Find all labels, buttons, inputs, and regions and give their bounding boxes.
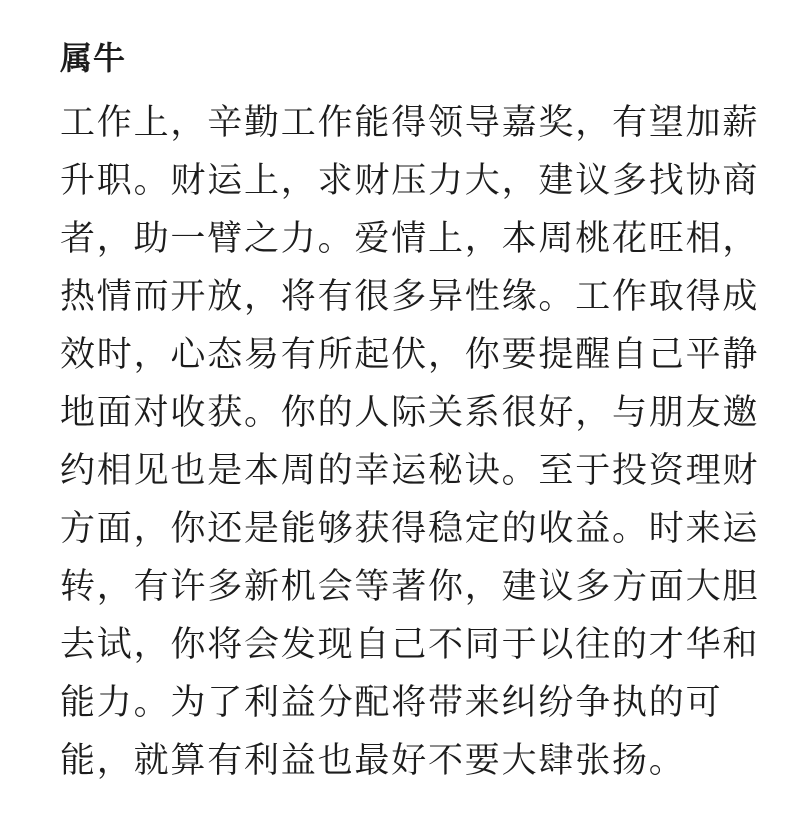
- body-line: 地面对收获。你的人际关系很好，与朋友邀: [60, 393, 760, 433]
- body-line: 去试，你将会发现自己不同于以往的才华和: [60, 625, 760, 665]
- article-body: [60, 94, 760, 790]
- body-line: 转，有许多新机会等著你，建议多方面大胆: [60, 567, 760, 607]
- body-line: 能，就算有利益也最好不要大肆张扬。: [60, 741, 686, 781]
- article-title: 属牛: [60, 39, 127, 77]
- body-line: 约相见也是本周的幸运秘诀。至于投资理财: [60, 451, 760, 491]
- body-line: 热情而开放，将有很多异性缘。工作取得成: [60, 277, 760, 317]
- body-line: 能力。为了利益分配将带来纠纷争执的可: [60, 683, 723, 723]
- body-line: 工作上，辛勤工作能得领导嘉奖，有望加薪: [60, 103, 760, 143]
- body-line: 方面，你还是能够获得稳定的收益。时来运: [60, 509, 760, 549]
- body-line: 者，助一臂之力。爱情上，本周桃花旺相，: [60, 219, 760, 259]
- body-line: 升职。财运上，求财压力大，建议多找协商: [60, 161, 760, 201]
- body-line: 效时，心态易有所起伏，你要提醒自己平静: [60, 335, 760, 375]
